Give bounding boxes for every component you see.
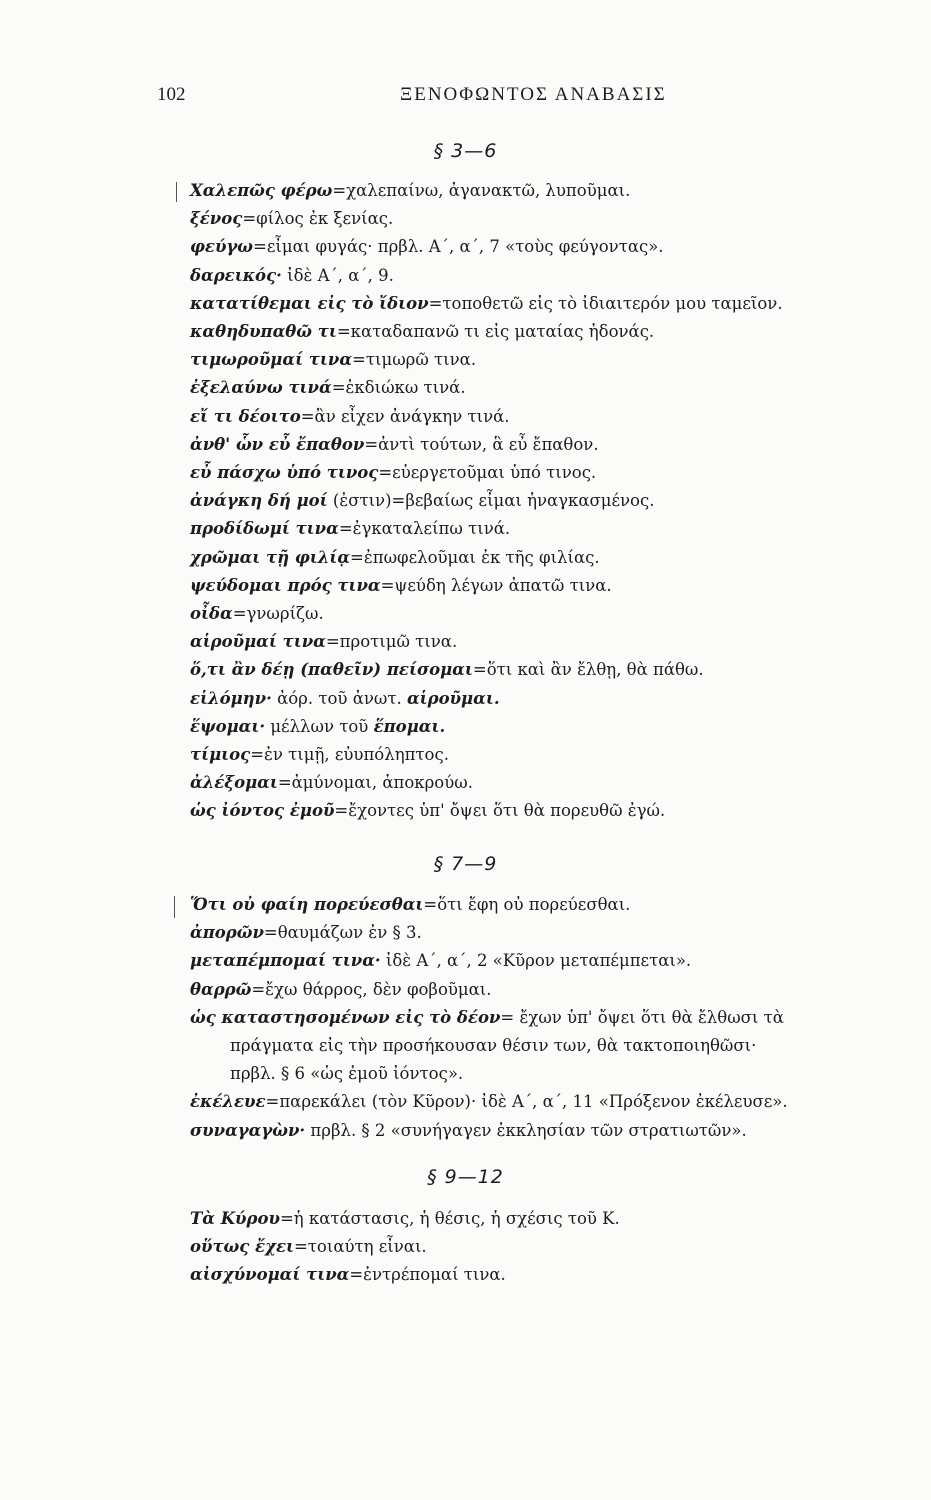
glossary-entry [190,515,910,543]
glossary-entry [190,1032,910,1060]
entry-gloss: =ἔχοντες ὑπ' ὄψει ὅτι θὰ πορευθῶ ἐγώ. [334,801,666,821]
entry-gloss: =τιμωρῶ τινα. [352,350,477,370]
entry-lemma: μεταπέμπομαί τινα· [190,951,381,971]
section-heading: § 7—9 [433,853,498,875]
page-number: 102 [157,84,186,105]
glossary-entry [190,233,910,261]
glossary-entry [190,1060,910,1088]
glossary-entry [190,1233,910,1261]
entry-gloss: =εὐεργετοῦμαι ὑπό τινος. [378,463,597,483]
entry-lemma: εὖ πάσχω ὑπό τινος [190,463,379,483]
running-title: ΞΕΝΟΦΩΝΤΟΣ ΑΝΑΒΑΣΙΣ [400,84,667,105]
entry-gloss: =ἐκδιώκω τινά. [331,378,466,398]
entry-gloss: =τοιαύτη εἶναι. [293,1237,427,1257]
entry-gloss: =εἶμαι φυγάς· πρβλ. Α΄, α΄, 7 «τοὺς φεύγοντας». [253,237,664,257]
entry-lemma: τίμιος [190,745,251,765]
entry-lemma: ἐξελαύνω τινά [190,378,332,398]
entry-lemma: δαρεικός· [190,265,282,285]
entry-gloss: =ἂν εἶχεν ἀνάγκην τινά. [300,406,510,426]
entry-lemma: αἱροῦμαί τινα [190,632,326,652]
entry-lemma: συναγαγὼν· [190,1120,306,1140]
entry-gloss: (ἐστιν)=βεβαίως εἶμαι ἠναγκασμένος. [327,491,655,511]
glossary-entry [190,544,910,572]
entry-lemma: ἀλέξομαι [190,773,278,793]
glossary-entry [190,891,910,919]
entry-lemma: χρῶμαι τῇ φιλίᾳ [190,547,351,567]
section-heading: § 9—12 [427,1166,504,1188]
glossary-entry [190,769,910,797]
entry-lemma: ἀνάγκη δή μοί [190,491,328,511]
entry-lemma: φεύγω [190,237,254,257]
entry-gloss: = ἔχων ὑπ' ὄψει ὅτι θὰ ἔλθωσι τὰ [500,1007,784,1027]
entry-lemma: εἴ τι δέοιτο [190,406,301,426]
entry-gloss: πρβλ. § 6 «ὡς ἐμοῦ ἰόντος». [230,1064,464,1084]
glossary-entry [190,1205,910,1233]
entry-lemma: εἱλόμην· [190,688,272,708]
entry-gloss: =τοποθετῶ εἰς τὸ ἰδιαιτερόν μου ταμεῖον. [428,293,783,313]
entry-gloss: =ἐν τιμῇ, εὐυπόληπτος. [250,745,449,765]
entry-gloss: =ψεύδη λέγων ἀπατῶ τινα. [380,575,612,595]
entry-lemma: ὡς καταστησομένων εἰς τὸ δέον [190,1007,501,1027]
entry-gloss: =ἡ κατάστασις, ἡ θέσις, ἡ σχέσις τοῦ Κ. [279,1209,620,1228]
entry-gloss: =παρεκάλει (τὸν Κῦρον)· ἰδὲ Α΄, α΄, 11 «Πρόξενον ἐκέλευσε». [265,1092,788,1112]
entry-lemma: τιμωροῦμαί τινα [190,350,353,370]
glossary-entry [190,262,910,290]
glossary-entry [190,374,910,402]
glossary-entry [190,346,910,374]
entry-list [190,177,910,826]
entry-gloss: πράγματα εἰς τὴν προσήκουσαν θέσιν των, θὰ τακτοποιηθῶσι· [230,1036,757,1056]
entry-lemma-ref: ἕπομαι. [373,716,446,736]
entry-gloss: πρβλ. § 2 «συνήγαγεν ἐκκλησίαν τῶν στρατιωτῶν». [305,1120,747,1140]
entry-gloss: =ἐπωφελοῦμαι ἐκ τῆς φιλίας. [350,547,600,567]
glossary-entry [190,919,910,947]
entry-lemma-ref: αἱροῦμαι. [406,688,500,708]
glossary-entry [190,628,910,656]
entry-gloss: =ὅτι καὶ ἂν ἔλθῃ, θὰ πάθω. [472,660,704,680]
entry-gloss: =ἐγκαταλείπω τινά. [338,519,511,539]
entry-lemma: καθηδυπαθῶ τι [190,322,337,342]
entry-list [190,1205,910,1290]
margin-mark [176,182,177,202]
glossary-entry [190,947,910,975]
glossary-entry [190,713,910,741]
glossary-entry [190,403,910,431]
entry-lemma: οἶδα [190,604,233,624]
glossary-entry [190,685,910,713]
entry-gloss: ἀόρ. τοῦ ἀνωτ. [271,688,407,708]
entry-list [190,891,910,1145]
entry-gloss: =ἐντρέπομαί τινα. [349,1265,506,1285]
glossary-entry [190,600,910,628]
entry-gloss: ἰδὲ Α΄, α΄, 9. [281,265,394,285]
glossary-entry [190,205,910,233]
glossary-entry [190,1117,910,1145]
entry-gloss: =ὅτι ἔφη οὐ πορεύεσθαι. [423,895,631,914]
margin-mark [174,896,175,918]
entry-lemma: ψεύδομαι πρός τινα [190,575,381,595]
entry-gloss: =ἀμύνομαι, ἀποκρούω. [277,773,473,793]
entry-lemma: αἰσχύνομαί τινα [190,1265,350,1285]
entry-lemma: Τὰ Κύρου [190,1209,280,1228]
entry-lemma: ξένος [190,209,243,229]
entry-gloss: =προτιμῶ τινα. [325,632,458,652]
entry-gloss: =φίλος ἐκ ξενίας. [242,209,394,229]
entry-lemma: ἀνθ' ὧν εὖ ἔπαθον [190,434,365,454]
glossary-entry [190,1004,910,1032]
entry-lemma: ἕψομαι· [190,716,266,736]
entry-gloss: =ἀντὶ τούτων, ἃ εὖ ἔπαθον. [364,434,599,454]
glossary-entry [190,177,910,205]
entry-gloss: =καταδαπανῶ τι εἰς ματαίας ἡδονάς. [336,322,655,342]
entry-gloss: =χαλεπαίνω, ἀγανακτῶ, λυποῦμαι. [332,181,631,200]
entry-gloss: μέλλων τοῦ [265,716,374,736]
entry-lemma: ἐκέλευε [190,1092,266,1112]
glossary-entry [190,1088,910,1116]
glossary-entry [190,976,910,1004]
glossary-entry [190,290,910,318]
entry-gloss: =ἔχω θάρρος, δὲν φοβοῦμαι. [251,979,492,999]
entry-lemma: θαρρῶ [190,979,252,999]
glossary-entry [190,656,910,684]
section-heading: § 3—6 [433,140,498,162]
entry-lemma: ὡς ἰόντος ἐμοῦ [190,801,335,821]
glossary-entry [190,572,910,600]
glossary-entry [190,1261,910,1289]
page-header [0,84,931,114]
glossary-entry [190,741,910,769]
entry-gloss: ἰδὲ Α΄, α΄, 2 «Κῦρον μεταπέμπεται». [380,951,692,971]
glossary-entry [190,318,910,346]
entry-lemma: ὅ,τι ἂν δέῃ (παθεῖν) πείσομαι [190,660,473,680]
entry-gloss: =θαυμάζων ἐν § 3. [263,923,422,943]
entry-lemma: οὕτως ἔχει [190,1237,294,1257]
glossary-entry [190,797,910,825]
entry-lemma: κατατίθεμαι εἰς τὸ ἴδιον [190,293,429,313]
entry-gloss: =γνωρίζω. [232,604,324,624]
glossary-entry [190,459,910,487]
entry-lemma: Ὅτι οὐ φαίη πορεύεσθαι [190,895,424,914]
glossary-entry [190,431,910,459]
entry-lemma: Χαλεπῶς φέρω [190,181,333,200]
entry-lemma: ἀπορῶν [190,923,264,943]
glossary-entry [190,487,910,515]
entry-lemma: προδίδωμί τινα [190,519,339,539]
